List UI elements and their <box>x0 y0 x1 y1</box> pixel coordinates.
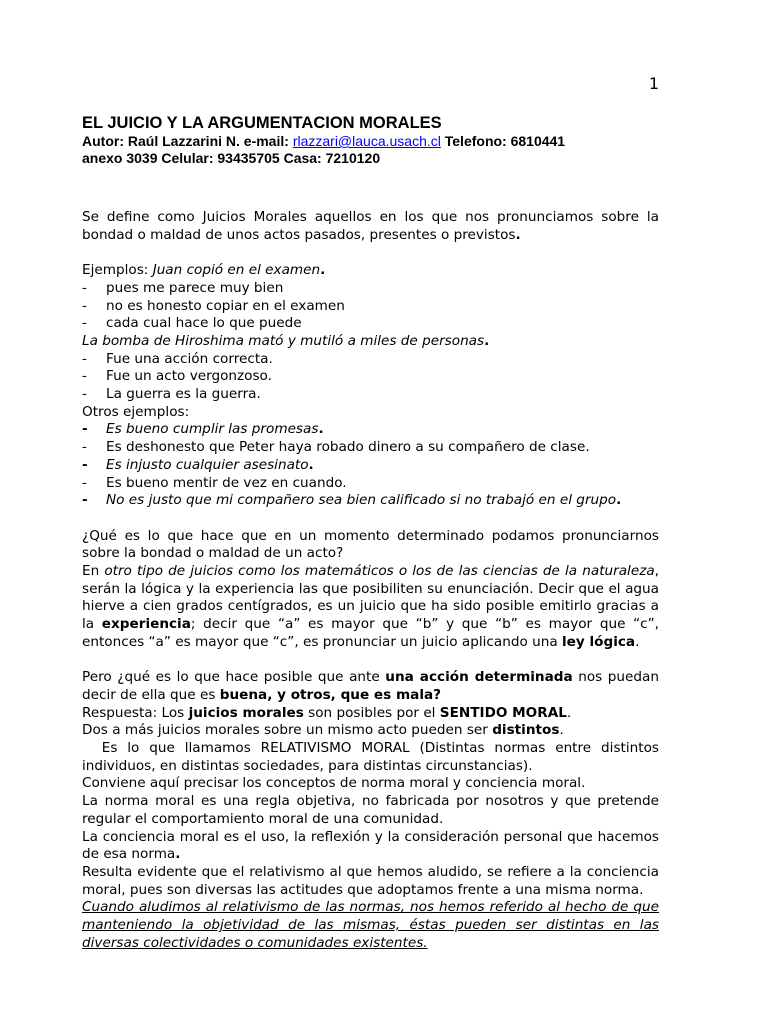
other-examples-heading: Otros ejemplos: <box>82 403 190 420</box>
page-number: 1 <box>648 74 659 93</box>
author-name: Autor: Raúl Lazzarini N. e-mail: <box>82 133 293 149</box>
norms-relativism-paragraph: Cuando aludimos al relativismo de las normas, nos hemos referido al hecho de que manteniendo la objetividad de las mismas, éstas pueden ser distintas en las diversas colectividades o comunidades existentes. <box>82 899 659 951</box>
answer-paragraph: Respuesta: Los juicios morales son posibles por el SENTIDO MORAL. <box>82 704 572 721</box>
document-body <box>82 209 664 952</box>
author-line <box>82 133 565 149</box>
logic-experience-paragraph: En otro tipo de juicios como los matemáticos o los de las ciencias de la naturaleza, serán la lógica y la experiencia las que posibiliten su enunciación. Decir que el agua hierve a cien grados centígrados, es un juicio que ha sido posible emitirlo gracias a la experiencia; decir que “a” es mayor que “b” y que “b” es mayor que “c”, entonces “a” es mayor que “c”, es pronunciar un juicio aplicando una ley lógica. <box>82 563 659 650</box>
list-item: - cada cual hace lo que puede <box>82 315 302 332</box>
moral-conscience-paragraph: La conciencia moral es el uso, la reflexión y la consideración personal que hacemos de esa norma. <box>82 828 659 863</box>
document-title: EL JUICIO Y LA ARGUMENTACION MORALES <box>82 114 442 132</box>
list-item: - no es honesto copiar en el examen <box>82 297 345 314</box>
author-email-link[interactable]: rlazzari@lauca.usach.cl <box>292 133 441 149</box>
author-phone: Telefono: 6810441 <box>440 133 566 149</box>
list-item: - pues me parece muy bien <box>82 279 284 296</box>
concepts-paragraph: Conviene aquí precisar los conceptos de norma moral y conciencia moral. <box>82 775 586 792</box>
author-contact-line: anexo 3039 Celular: 93435705 Casa: 7210120 <box>82 150 381 166</box>
document-page <box>82 0 664 1024</box>
list-item: - Es injusto cualquier asesinato. <box>82 456 314 473</box>
relativism-conscience-paragraph: Resulta evidente que el relativismo al que hemos aludido, se refiere a la conciencia moral, pues son diversas las actitudes que adoptamos frente a una misma norma. <box>82 863 659 898</box>
relativism-paragraph: Es lo que llamamos RELATIVISMO MORAL (Distintas normas entre distintos individuos, en distintas sociedades, para distintas circunstancias). <box>82 740 664 774</box>
list-item: - No es justo que mi compañero sea bien calificado si no trabajó en el grupo. <box>82 492 622 509</box>
examples-heading: Ejemplos: Juan copió en el examen. <box>82 262 326 279</box>
distinct-judgements-paragraph: Dos a más juicios morales sobre un mismo acto pueden ser distintos. <box>82 722 564 739</box>
example-hiroshima: La bomba de Hiroshima mató y mutiló a miles de personas. <box>82 332 490 349</box>
intro-paragraph: Se define como Juicios Morales aquellos en los que nos pronunciamos sobre la bondad o maldad de unos actos pasados, presentes o previstos. <box>82 209 659 243</box>
good-bad-paragraph: Pero ¿qué es lo que hace posible que ante una acción determinada nos puedan decir de ella que es buena, y otros, que es mala? <box>82 669 659 703</box>
list-item: - La guerra es la guerra. <box>82 386 261 403</box>
list-item: - Es bueno cumplir las promesas. <box>82 421 324 438</box>
list-item: - Fue una acción correcta. <box>82 350 273 367</box>
list-item: - Fue un acto vergonzoso. <box>82 368 272 385</box>
list-item: - Es deshonesto que Peter haya robado dinero a su compañero de clase. <box>82 439 590 456</box>
question-paragraph: ¿Qué es lo que hace que en un momento determinado podamos pronunciarnos sobre la bondad o maldad de un acto? <box>82 527 659 562</box>
list-item: - Es bueno mentir de vez en cuando. <box>82 474 347 491</box>
moral-norm-paragraph: La norma moral es una regla objetiva, no fabricada por nosotros y que pretende regular el comportamiento moral de una comunidad. <box>82 793 659 827</box>
